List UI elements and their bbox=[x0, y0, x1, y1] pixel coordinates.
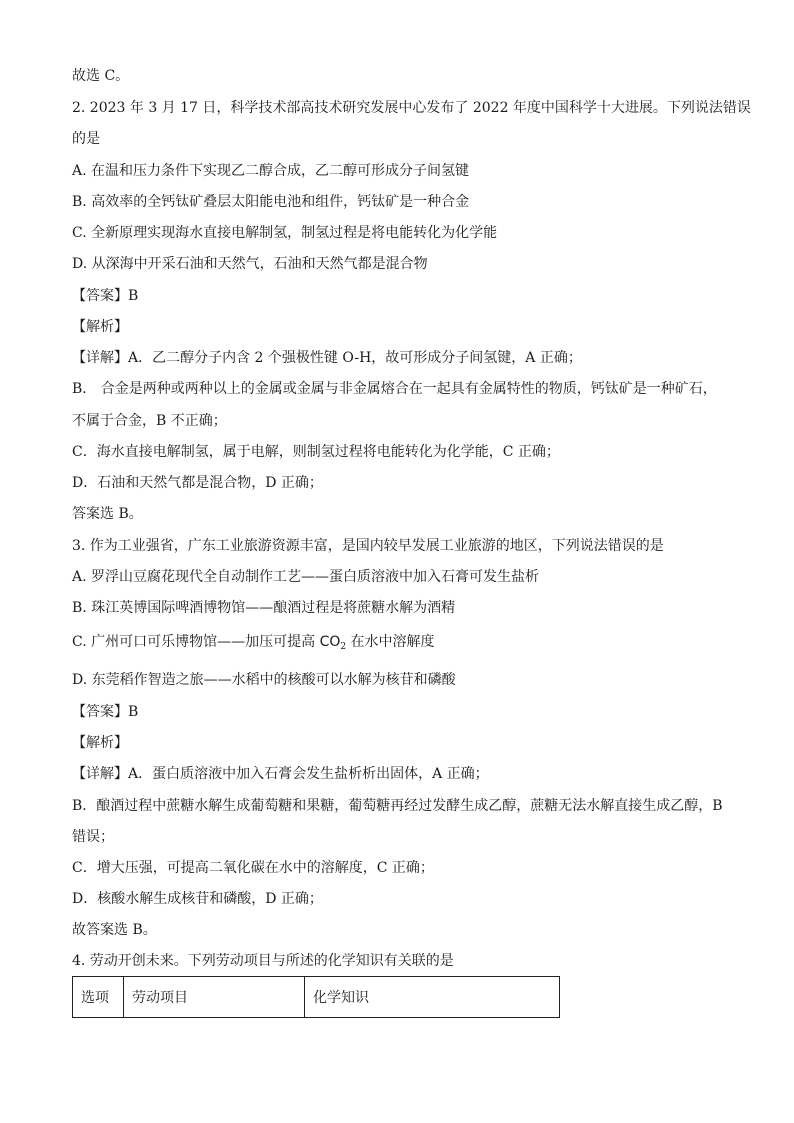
explanation-line: B． 合金是两种或两种以上的金属或金属与非金属熔合在一起具有金属特性的物质，钙钛矿是一种矿石， bbox=[72, 381, 717, 397]
answer-label: 【答案】B bbox=[72, 704, 139, 720]
option-c-text: C. 广州可口可乐博物馆——加压可提高 bbox=[72, 634, 320, 650]
explanation-line: C．增大压强，可提高二氧化碳在水中的溶解度，C 正确； bbox=[72, 860, 434, 876]
explanation-line: 【详解】A．蛋白质溶液中加入石膏会发生盐析析出固体，A 正确； bbox=[72, 766, 489, 782]
options-table bbox=[72, 976, 560, 1018]
text-line: 故选 C。 bbox=[72, 68, 130, 84]
table-header-cell: 劳动项目 bbox=[124, 977, 305, 1018]
option-c bbox=[72, 632, 435, 657]
option-c: C. 全新原理实现海水直接电解制氢，制氢过程是将电能转化为化学能 bbox=[72, 225, 498, 241]
table-header-cell: 化学知识 bbox=[305, 977, 560, 1018]
question-3-stem: 3. 作为工业强省，广东工业旅游资源丰富，是国内较早发展工业旅游的地区，下列说法错误的是 bbox=[72, 538, 664, 554]
co2-subscript: 2 bbox=[340, 642, 347, 652]
analysis-label: 【解析】 bbox=[72, 319, 128, 335]
option-a: A. 罗浮山豆腐花现代全自动制作工艺——蛋白质溶液中加入石膏可发生盐析 bbox=[72, 569, 540, 585]
option-d: D. 东莞稻作智造之旅——水稻中的核酸可以水解为核苷和磷酸 bbox=[72, 672, 456, 688]
option-d: D. 从深海中开采石油和天然气，石油和天然气都是混合物 bbox=[72, 256, 428, 272]
explanation-line: D．石油和天然气都是混合物，D 正确； bbox=[72, 475, 323, 491]
answer-label: 【答案】B bbox=[72, 288, 139, 304]
conclusion-line: 答案选 B。 bbox=[72, 506, 143, 522]
option-b: B. 高效率的全钙钛矿叠层太阳能电池和组件，钙钛矿是一种合金 bbox=[72, 194, 470, 210]
explanation-line: C．海水直接电解制氢，属于电解，则制氢过程将电能转化为化学能，C 正确； bbox=[72, 444, 560, 460]
option-a: A. 在温和压力条件下实现乙二醇合成，乙二醇可形成分子间氢键 bbox=[72, 163, 470, 179]
explanation-line: 【详解】A．乙二醇分子内含 2 个强极性键 O-H，故可形成分子间氢键，A 正确； bbox=[72, 350, 582, 366]
analysis-label: 【解析】 bbox=[72, 735, 128, 751]
question-4-stem: 4. 劳动开创未来。下列劳动项目与所述的化学知识有关联的是 bbox=[72, 953, 454, 969]
explanation-line: 不属于合金，B 不正确； bbox=[72, 413, 227, 429]
explanation-line: 错误； bbox=[72, 829, 114, 845]
option-c-text-end: 在水中溶解度 bbox=[346, 634, 435, 650]
question-2-stem-cont: 的是 bbox=[72, 131, 100, 147]
table-header-cell: 选项 bbox=[73, 977, 124, 1018]
explanation-line: B．酿酒过程中蔗糖水解生成葡萄糖和果糖，葡萄糖再经过发酵生成乙醇，蔗糖无法水解直接生成乙醇，B bbox=[72, 798, 723, 814]
option-b: B. 珠江英博国际啤酒博物馆——酿酒过程是将蔗糖水解为酒精 bbox=[72, 600, 456, 616]
conclusion-line: 故答案选 B。 bbox=[72, 922, 157, 938]
table-header-row bbox=[73, 977, 560, 1018]
question-2-stem: 2. 2023 年 3 月 17 日，科学技术部高技术研究发展中心发布了 2022 年度中国科学十大进展。下列说法错误 bbox=[72, 100, 751, 116]
explanation-line: D．核酸水解生成核苷和磷酸，D 正确； bbox=[72, 891, 323, 907]
co2-formula: CO bbox=[319, 634, 341, 650]
